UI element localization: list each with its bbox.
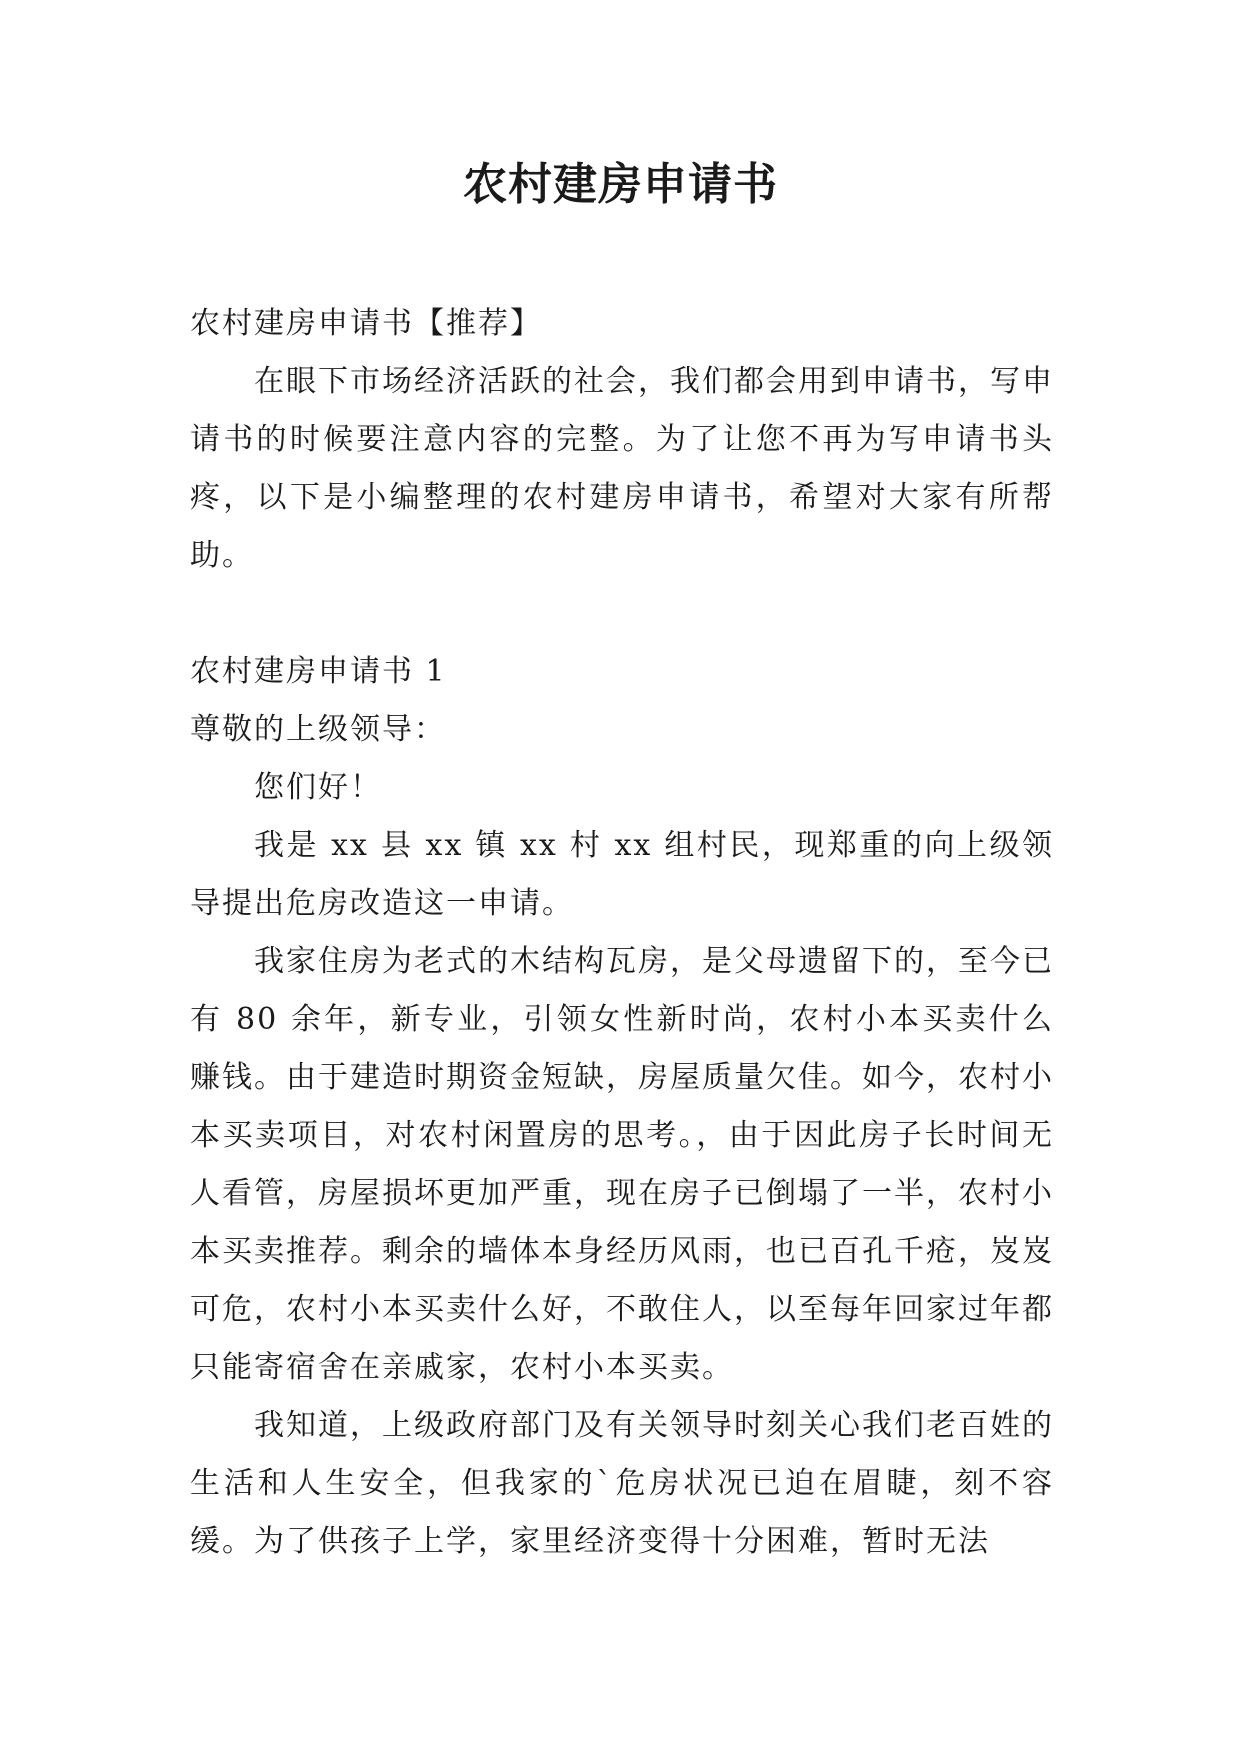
body-paragraph: 我家住房为老式的木结构瓦房，是父母遗留下的，至今已有 80 余年，新专业，引领女性新时尚，农村小本买卖什么赚钱。由于建造时期资金短缺，房屋质量欠佳。如今，农村小本买卖项目，对农村闲置房的思考。，由于因此房子长时间无人看管，房屋损坏更加严重，现在房子已倒塌了一半，农村小本买卖推荐。剩余的墙体本身经历风雨，也已百孔千疮，岌岌可危，农村小本买卖什么好，不敢住人，以至每年回家过年都只能寄宿舍在亲戚家，农村小本买卖。: [190, 944, 1054, 1385]
document-heading: 农村建房申请书【推荐】: [190, 306, 542, 341]
body-paragraph: 我知道，上级政府部门及有关领导时刻关心我们老百姓的生活和人生安全，但我家的`危房状况已迫在眉睫，刻不容缓。为了供孩子上学，家里经济变得十分困难，暂时无法: [190, 1408, 1054, 1559]
greeting: 您们好！: [254, 770, 382, 805]
body-paragraph: 我是 xx 县 xx 镇 xx 村 xx 组村民，现郑重的向上级领导提出危房改造这一申请。: [190, 828, 1054, 921]
salutation: 尊敬的上级领导：: [190, 712, 446, 747]
intro-paragraph: 在眼下市场经济活跃的社会，我们都会用到申请书，写申请书的时候要注意内容的完整。为了让您不再为写申请书头疼，以下是小编整理的农村建房申请书，希望对大家有所帮助。: [190, 364, 1054, 573]
document-title: 农村建房申请书: [463, 159, 778, 210]
document-body: [190, 295, 1054, 1571]
section-spacer: [190, 585, 1054, 643]
section-title: 农村建房申请书 1: [190, 654, 447, 689]
